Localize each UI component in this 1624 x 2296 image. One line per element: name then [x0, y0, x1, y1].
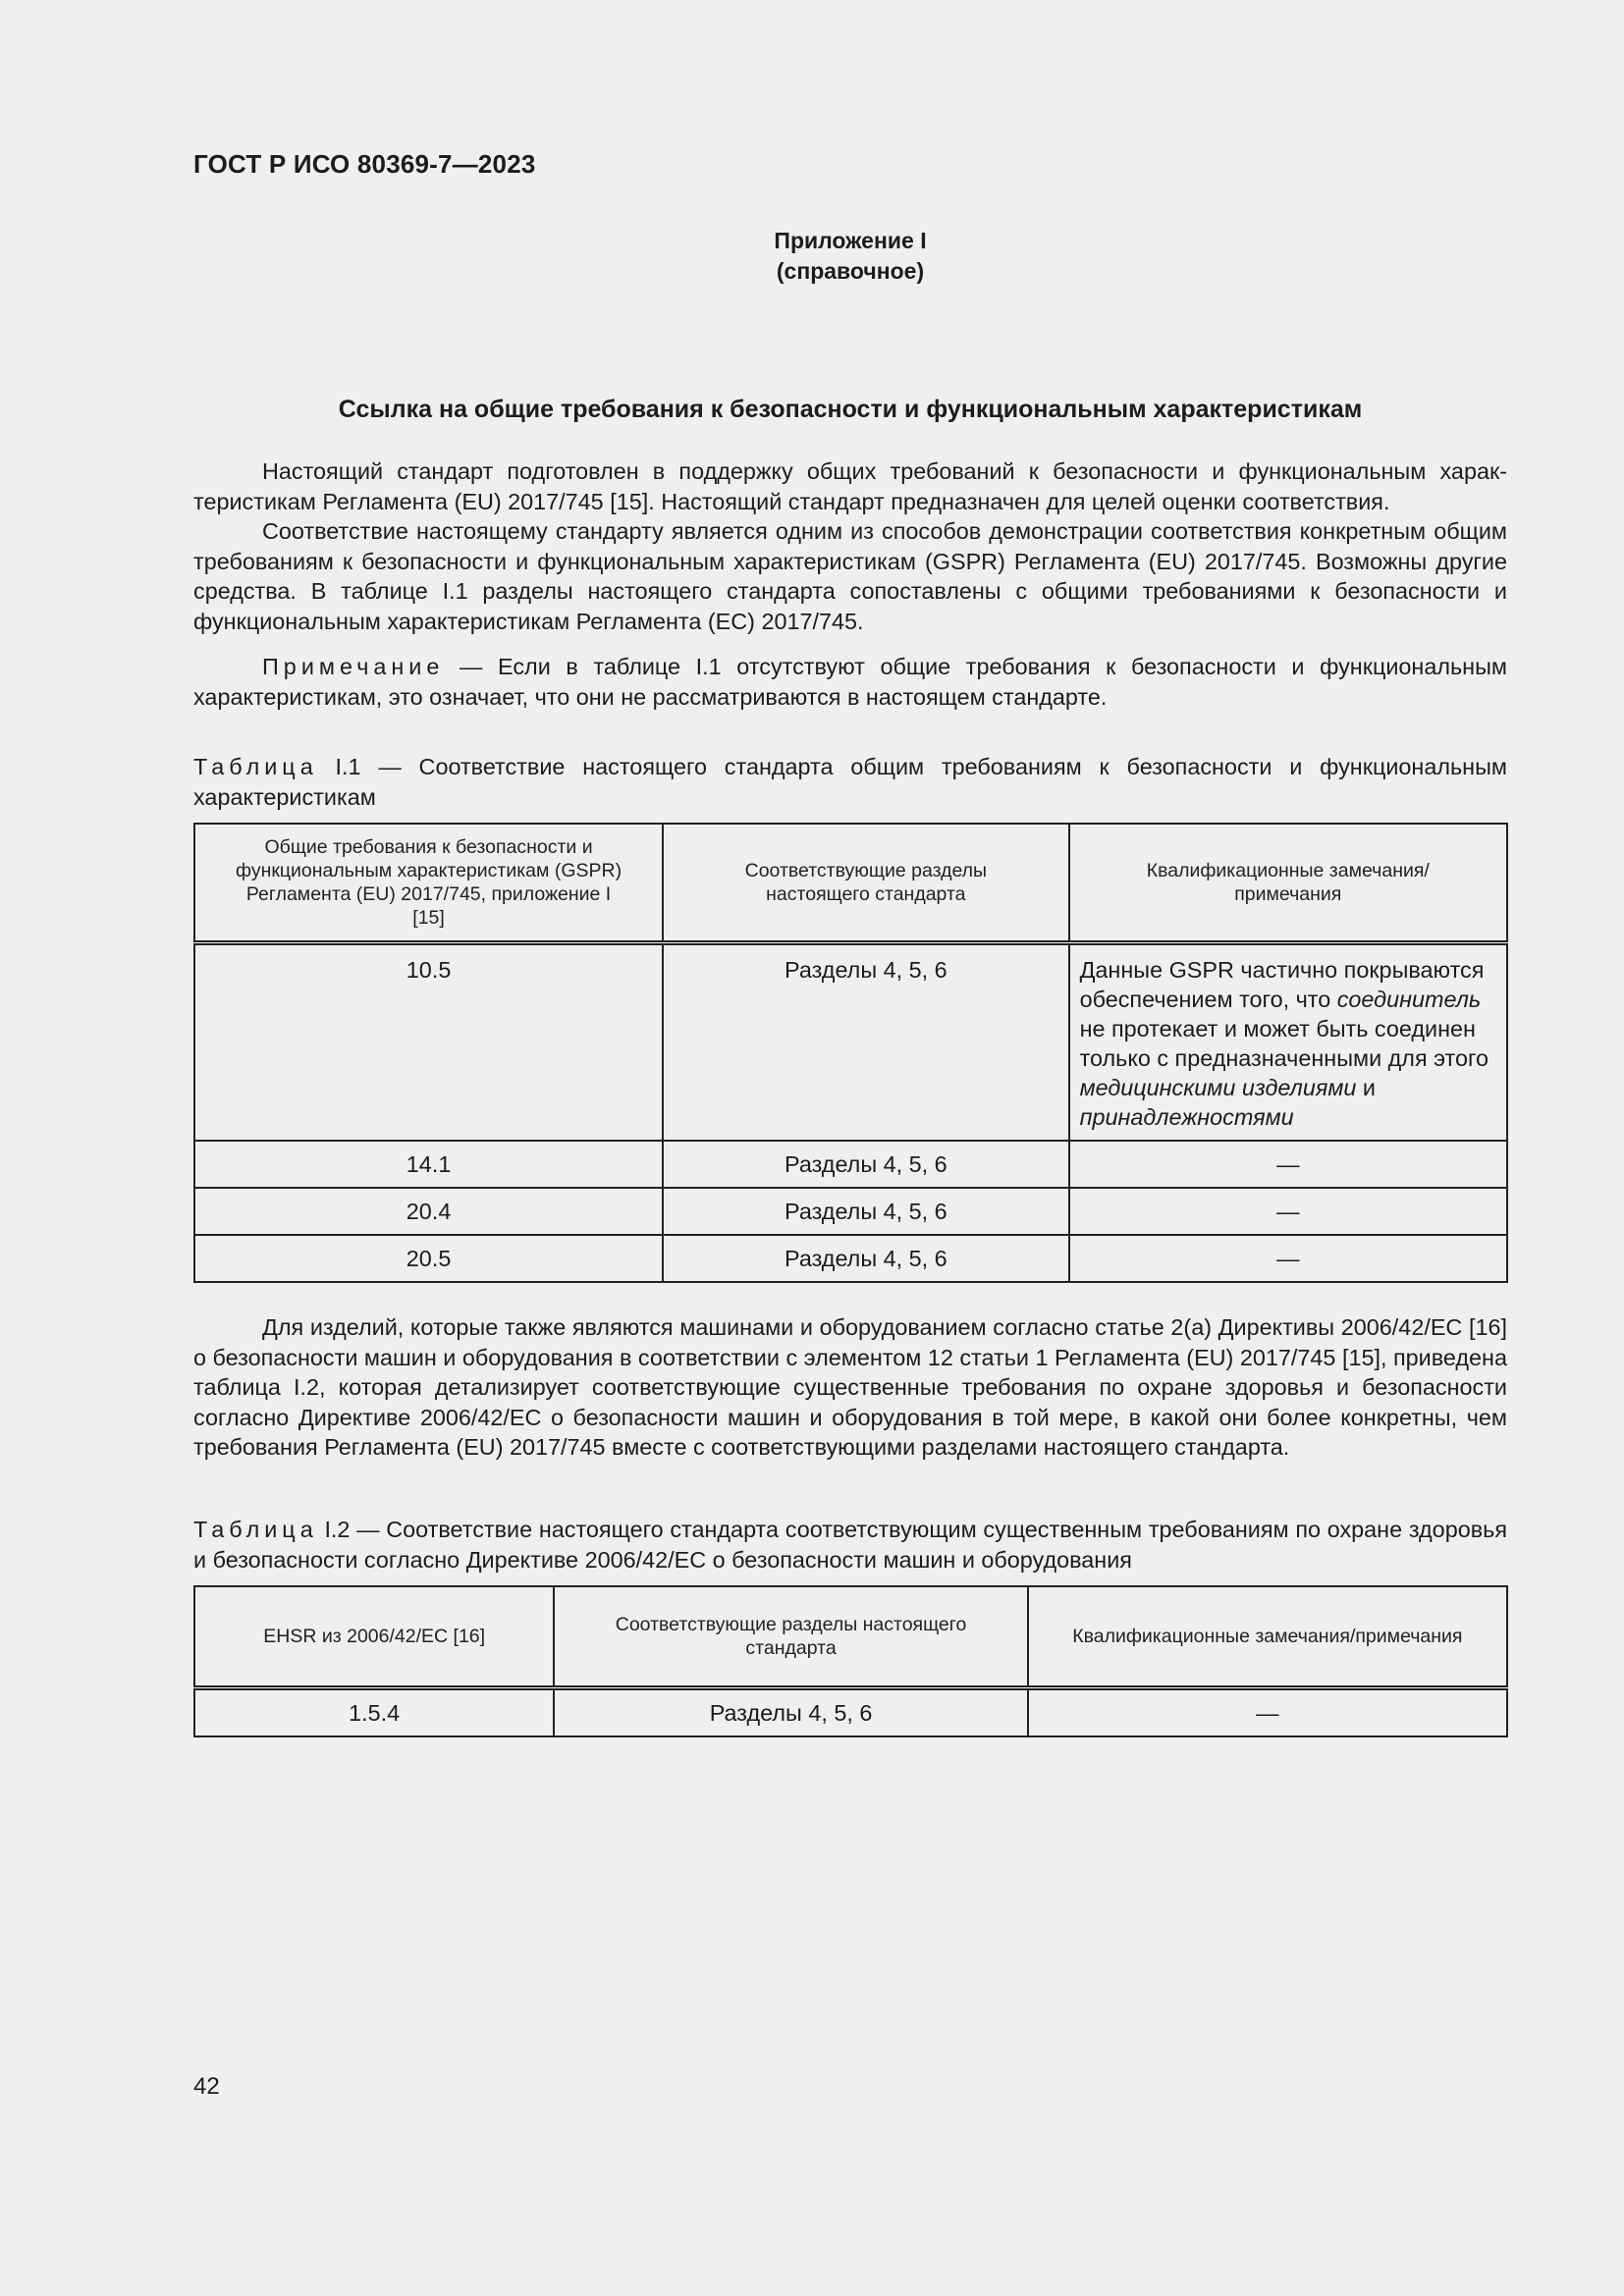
table-row	[194, 1235, 1507, 1282]
table1-caption-text: I.1 — Соответствие настоящего стандарта общим требованиям к безопасности и функциональным характеристикам	[193, 754, 1507, 810]
cell-clauses: Разделы 4, 5, 6	[554, 1688, 1027, 1737]
cell-note: —	[1028, 1688, 1507, 1737]
cell-ehsr: 1.5.4	[194, 1688, 554, 1737]
note-term-medical-devices: медицинскими изделиями	[1079, 1075, 1357, 1100]
table-row	[194, 1141, 1507, 1188]
section-title: Ссылка на общие требования к безопасности и функциональным характеристикам	[338, 396, 1363, 423]
column-header-notes: Квалификационные замечания/примечания	[1028, 1586, 1507, 1688]
table-row	[194, 1688, 1507, 1737]
table1-caption	[193, 752, 1507, 812]
intro-paragraph-2: Соответствие настоящему стандарту является одним из способов демонстрации соответствия конкретным общим требованиям к безопасности и функциональным характеристикам (GSPR) Регламента (EU) 2017/745. Возможны другие средства. В таблице I.1 разделы настоящего стандарта сопоставлены с общими требованиями к безопасности и функциональным характеристикам Регламента (ЕС) 2017/745.	[193, 518, 1507, 634]
annex-subtitle: (справочное)	[776, 258, 925, 284]
cell-gspr: 14.1	[194, 1141, 663, 1188]
note-label: Примечание	[262, 654, 445, 679]
table-ehsr-correspondence	[193, 1585, 1508, 1737]
cell-note: —	[1069, 1235, 1507, 1282]
column-header-ehsr: EHSR из 2006/42/ЕС [16]	[194, 1586, 554, 1688]
cell-note	[1069, 943, 1507, 1142]
cell-clauses: Разделы 4, 5, 6	[663, 1188, 1068, 1235]
machinery-paragraph: Для изделий, которые также являются машинами и оборудованием согласно статье 2(a) Директивы 2006/42/ЕС [16] о безопасности машин и оборудования в соответствии с элементом 12 статьи 1 Регламента (EU) 2017/745 [15], приведена таблица I.2, которая детализирует соответствующие существенные требования по охране здоровья и безопасности согласно Директиве 2006/42/ЕС о безопасности машин и оборудования в той мере, в какой они более конкретны, чем требования Регламента (EU) 2017/745 вместе с соответствующими разделами настоящего стандарта.	[193, 1314, 1507, 1460]
cell-clauses: Разделы 4, 5, 6	[663, 943, 1068, 1142]
cell-note: —	[1069, 1141, 1507, 1188]
column-header-notes: Квалификационные замечания/ примечания	[1069, 824, 1507, 943]
note-text: — Если в таблице I.1 отсутствуют общие требования к безопасности и функциональным характеристикам, это означает, что они не рассматриваются в настоящем стандарте.	[193, 654, 1507, 710]
document-code: ГОСТ Р ИСО 80369-7—2023	[193, 149, 536, 179]
note-text-part: Данные GSPR частично покрываются обеспечением того, что	[1079, 957, 1485, 1012]
note-term-connector: соединитель	[1336, 987, 1482, 1012]
note-text-part: не протекает и может быть соединен только с предназначенными для этого	[1079, 1016, 1489, 1071]
table-header-row	[194, 1586, 1507, 1688]
cell-gspr: 10.5	[194, 943, 663, 1142]
table-gspr-correspondence	[193, 823, 1508, 1283]
cell-clauses: Разделы 4, 5, 6	[663, 1141, 1068, 1188]
column-header-gspr: Общие требования к безопасности и функциональным характеристикам (GSPR) Регламента (EU) 2017/745, приложение I [15]	[194, 824, 663, 943]
table2-caption-label: Таблица	[193, 1517, 318, 1542]
note-text-part: и	[1356, 1075, 1376, 1100]
table2-caption	[193, 1515, 1507, 1575]
note-term-accessories: принадлежностями	[1079, 1104, 1294, 1130]
table-row	[194, 943, 1507, 1142]
table1-caption-label: Таблица	[193, 754, 318, 779]
table2-caption-text: I.2 — Соответствие настоящего стандарта соответствующим существенным требованиям по охране здоровья и безопасности согласно Директиве 2006/42/ЕС о безопасности машин и оборудования	[193, 1517, 1507, 1573]
table-row	[194, 1188, 1507, 1235]
annex-title: Приложение I	[774, 228, 927, 253]
annex-heading	[193, 226, 1507, 287]
cell-clauses: Разделы 4, 5, 6	[663, 1235, 1068, 1282]
column-header-clauses: Соответствующие разделы настоящего стандарта	[663, 824, 1068, 943]
column-header-clauses: Соответствующие разделы настоящего стандарта	[554, 1586, 1027, 1688]
note-paragraph	[193, 652, 1507, 712]
cell-gspr: 20.5	[194, 1235, 663, 1282]
table-header-row	[194, 824, 1507, 943]
cell-gspr: 20.4	[194, 1188, 663, 1235]
cell-note: —	[1069, 1188, 1507, 1235]
page-number: 42	[193, 2073, 220, 2100]
intro-paragraph-1: Настоящий стандарт подготовлен в поддержку общих требований к безопасности и функциональным характеристикам Регламента (EU) 2017/745 [15]. Настоящий стандарт предназначен для целей оценки соответствия.	[193, 458, 1507, 514]
